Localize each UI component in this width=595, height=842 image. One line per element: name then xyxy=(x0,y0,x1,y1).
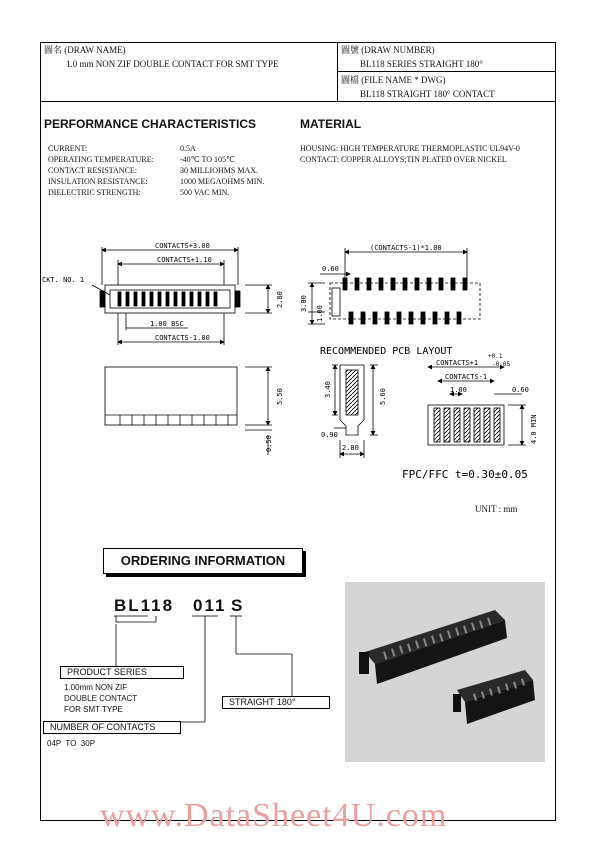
pcb-layout-title: RECOMMENDED PCB LAYOUT xyxy=(320,346,453,357)
fpc-contacts-minus: CONTACTS-1 xyxy=(445,373,488,381)
dim-0-50: 0.50 xyxy=(265,435,273,452)
draw-name-label: 圖名 (DRAW NAME) xyxy=(44,45,126,55)
fpc-contacts-plus: CONTACTS+1 xyxy=(436,359,479,367)
fpc-1-00: 1.00 xyxy=(450,386,467,394)
spec-label: INSULATION RESISTANCE: xyxy=(48,177,148,186)
dim-5-50: 5.50 xyxy=(276,388,284,405)
spec-row xyxy=(48,155,288,166)
fpc-tol-plus: +0.1 xyxy=(488,353,503,360)
dim-5-60: 5.60 xyxy=(379,388,387,405)
unit-label: UNIT : mm xyxy=(475,504,518,514)
ckt-no-label: CKT. NO. 1 xyxy=(42,276,85,284)
dim-contacts-minus-1: CONTACTS-1.00 xyxy=(155,334,210,342)
dim-contacts-plus-1-1: CONTACTS+1.10 xyxy=(157,256,212,264)
material-contact: CONTACT: COPPER ALLOYS;TIN PLATED OVER NICKEL xyxy=(300,155,507,164)
performance-table xyxy=(48,144,288,199)
spec-value: 1000 MEGAOHMS MIN. xyxy=(180,177,265,186)
material-housing: HOUSING: HIGH TEMPERATURE THERMOPLASTIC UL94V-0 xyxy=(300,144,520,153)
watermark-text: www.DataSheet4U.com xyxy=(100,797,448,834)
number-of-contacts-desc: 04P TO 30P xyxy=(47,739,96,748)
code-series: BL118 xyxy=(114,596,175,615)
dim-2-80: 2.80 xyxy=(276,291,284,308)
product-series-desc-line: FOR SMT TYPE xyxy=(64,705,123,714)
spec-row xyxy=(48,144,288,155)
spec-row xyxy=(48,188,288,199)
dim-0-60: 0.60 xyxy=(322,265,339,273)
dim-0-90: 0.90 xyxy=(321,431,338,439)
spec-value: 0.5A xyxy=(180,144,196,153)
ordering-heading: ORDERING INFORMATION xyxy=(103,548,303,574)
dim-2-80b: 2.80 xyxy=(342,444,359,452)
number-of-contacts-label: NUMBER OF CONTACTS xyxy=(43,721,181,734)
spec-label: CURRENT: xyxy=(48,144,88,153)
spec-row xyxy=(48,166,288,177)
product-photo xyxy=(345,582,545,762)
draw-name-value: 1.0 mm NON ZIF DOUBLE CONTACT FOR SMT TYPE xyxy=(66,59,279,69)
dim-1-00: 1.00 xyxy=(316,305,324,322)
performance-heading: PERFORMANCE CHARACTERISTICS xyxy=(44,117,257,131)
draw-number-label: 圖號 (DRAW NUMBER) xyxy=(341,45,435,55)
fpc-4-0-min: 4.0 MIN xyxy=(530,414,538,444)
dim-1-00-bsc: 1.00 BSC xyxy=(150,320,184,328)
product-series-desc xyxy=(64,682,137,715)
product-series-desc-line: 1.00mm NON ZIF xyxy=(64,683,128,692)
spec-value: 500 VAC MIN. xyxy=(180,188,230,197)
product-series-label: PRODUCT SERIES xyxy=(60,666,184,679)
dim-3-00: 3.00 xyxy=(300,295,308,312)
spec-value: -40℃ TO 105℃ xyxy=(180,155,236,164)
material-heading: MATERIAL xyxy=(300,117,362,131)
file-name-label: 圖檔 (FILE NAME * DWG) xyxy=(341,75,446,85)
dim-3-40: 3.40 xyxy=(324,381,332,398)
spec-label: DIELECTRIC STRENGTH: xyxy=(48,188,141,197)
fpc-tol-minus: -0.05 xyxy=(492,361,511,368)
title-block-row-divider xyxy=(337,71,555,72)
spec-label: CONTACT RESISTANCE: xyxy=(48,166,138,175)
dim-contacts-plus-3: CONTACTS+3.00 xyxy=(155,242,210,250)
side-view-connector xyxy=(105,367,272,455)
fpc-thickness: FPC/FFC t=0.30±0.05 xyxy=(402,468,528,481)
title-block-divider xyxy=(40,101,555,102)
fpc-0-60: 0.60 xyxy=(512,386,529,394)
spec-value: 30 MILLIOHMS MAX. xyxy=(180,166,258,175)
straight-label: STRAIGHT 180° xyxy=(222,696,330,709)
pcb-layout xyxy=(308,248,480,324)
draw-number-value: BL118 SERIES STRAIGHT 180° xyxy=(360,59,483,69)
spec-label: OPERATING TEMPERATURE: xyxy=(48,155,154,164)
dim-pcb-pitch: (CONTACTS-1)*1.00 xyxy=(370,244,442,252)
technical-drawing xyxy=(40,230,554,525)
spec-row xyxy=(48,177,288,188)
file-name-value: BL118 STRAIGHT 180° CONTACT xyxy=(360,89,495,99)
code-contacts: 011 xyxy=(193,596,227,615)
product-series-desc-line: DOUBLE CONTACT xyxy=(64,694,138,703)
code-type: S xyxy=(231,596,245,615)
